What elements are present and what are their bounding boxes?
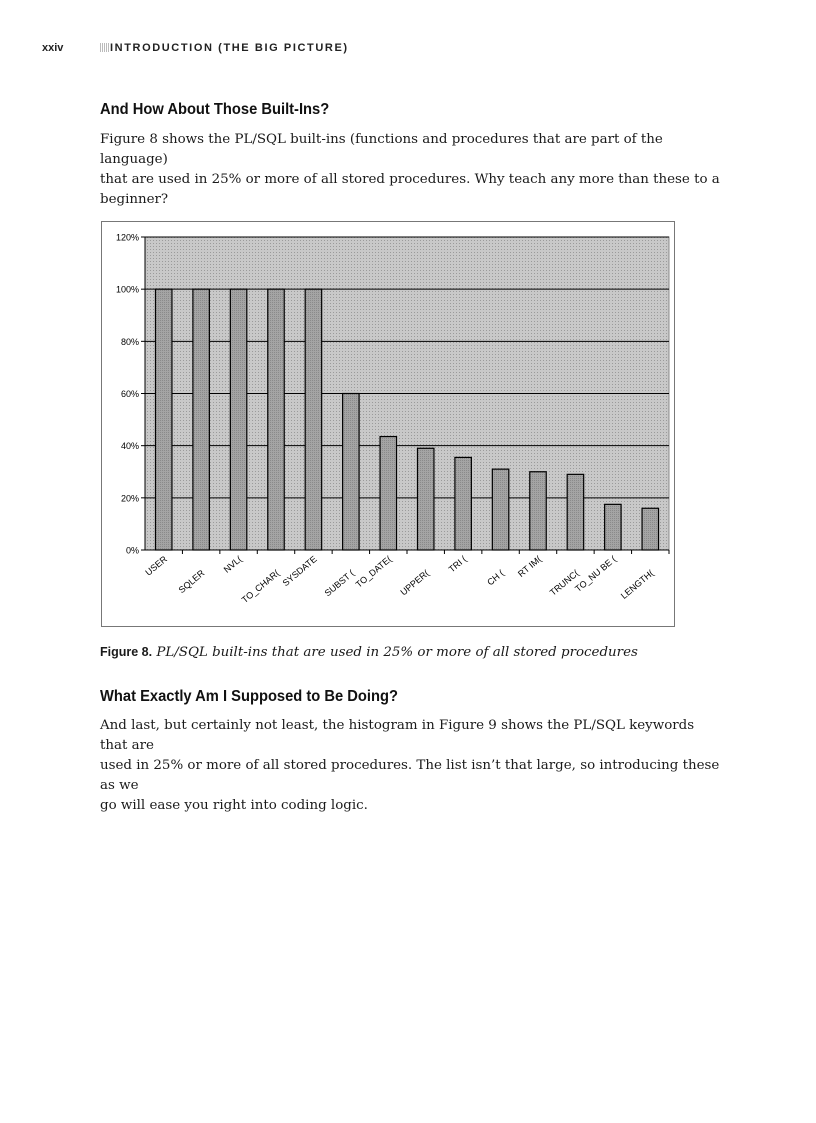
x-tick-label: LENGTH( xyxy=(618,567,656,601)
figure-label: Figure 8. xyxy=(100,645,153,659)
section2-paragraph xyxy=(100,716,720,816)
y-tick-label: 40% xyxy=(120,441,139,452)
x-tick-label: SQLER xyxy=(176,567,207,596)
header-marker-icon xyxy=(100,43,109,52)
section1-paragraph xyxy=(100,130,720,210)
bar xyxy=(155,289,171,550)
y-tick-label: 0% xyxy=(125,545,139,556)
x-tick-label: TO_CHAR( xyxy=(239,567,282,605)
paragraph-line: Figure 8 shows the PL/SQL built-ins (functions and procedures that are part of the language) xyxy=(100,132,663,167)
y-tick-label: 100% xyxy=(115,284,139,295)
paragraph-line: used in 25% or more of all stored procedures. The list isn’t that large, so introducing these as we xyxy=(100,758,720,793)
bar xyxy=(230,289,246,550)
figure-caption xyxy=(100,645,638,660)
bar xyxy=(417,448,433,550)
paragraph-line: beginner? xyxy=(100,192,169,207)
bar xyxy=(642,508,658,550)
y-tick-label: 80% xyxy=(120,336,139,347)
y-tick-label: 60% xyxy=(120,389,139,399)
section-heading-built-ins: And How About Those Built-Ins? xyxy=(100,101,330,118)
page-number: xxiv xyxy=(42,42,64,54)
section-heading-what-exactly: What Exactly Am I Supposed to Be Doing? xyxy=(100,688,398,705)
bar xyxy=(193,289,209,550)
x-tick-label: SUBST ( xyxy=(322,567,357,599)
bar xyxy=(455,457,471,550)
x-tick-label: TRI ( xyxy=(446,553,469,575)
paragraph-line: that are used in 25% or more of all stored procedures. Why teach any more than these to a xyxy=(100,172,720,187)
x-tick-label: UPPER( xyxy=(398,567,431,598)
builtins-bar-chart xyxy=(102,222,674,626)
figure-8 xyxy=(101,221,675,627)
bar xyxy=(605,504,621,550)
bar xyxy=(268,289,284,550)
bar xyxy=(305,289,321,550)
paragraph-line: And last, but certainly not least, the histogram in Figure 9 shows the PL/SQL keywords that are xyxy=(100,718,695,753)
bar xyxy=(530,472,546,550)
bar xyxy=(492,469,508,550)
x-tick-label: TO_NU BE ( xyxy=(573,553,619,594)
x-tick-label: NVL( xyxy=(221,553,244,575)
bar xyxy=(343,394,359,551)
running-title: INTRODUCTION (THE BIG PICTURE) xyxy=(110,42,349,54)
paragraph-line: go will ease you right into coding logic. xyxy=(100,798,368,813)
x-tick-label: CH ( xyxy=(485,567,506,588)
y-tick-label: 120% xyxy=(115,232,139,243)
running-header xyxy=(42,42,349,54)
x-tick-label: TO_DATE( xyxy=(353,553,394,590)
x-tick-label: TRUNC( xyxy=(547,567,581,598)
x-tick-label: USER xyxy=(143,553,169,578)
x-tick-label: SYSDATE xyxy=(280,553,319,589)
bar xyxy=(567,474,583,550)
bar xyxy=(380,437,396,550)
y-tick-label: 20% xyxy=(120,493,139,504)
x-tick-label: RT IM( xyxy=(516,553,544,579)
figure-caption-text: PL/SQL built-ins that are used in 25% or more of all stored procedures xyxy=(156,645,638,660)
